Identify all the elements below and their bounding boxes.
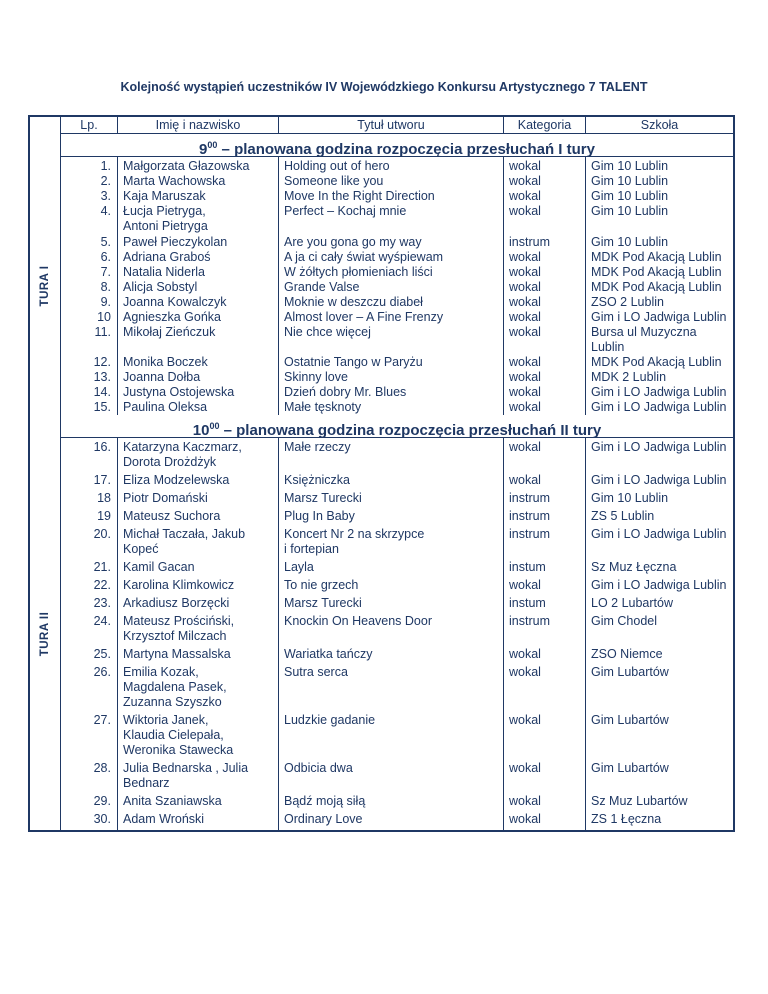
category: instrum bbox=[504, 235, 586, 250]
participant-name-line: Paweł Pieczykolan bbox=[123, 235, 228, 249]
table-row bbox=[61, 665, 733, 713]
table-row bbox=[61, 204, 733, 235]
participant-name-line: Mateusz Suchora bbox=[123, 509, 221, 523]
row-number: 9. bbox=[61, 295, 118, 310]
table-row bbox=[61, 794, 733, 812]
piece-title bbox=[279, 250, 504, 265]
school: Gim i LO Jadwiga Lublin bbox=[591, 473, 727, 487]
piece-title-line: Małe tęsknoty bbox=[284, 400, 362, 414]
participant-name-line: Monika Boczek bbox=[123, 355, 208, 369]
row-number: 29. bbox=[61, 794, 118, 812]
piece-title-line: Almost lover – A Fine Frenzy bbox=[284, 310, 444, 324]
row-number: 27. bbox=[61, 713, 118, 761]
row-number: 30. bbox=[61, 812, 118, 830]
piece-title bbox=[279, 157, 504, 174]
category: wokal bbox=[504, 250, 586, 265]
table-row bbox=[61, 560, 733, 578]
piece-title-line: Ostatnie Tango w Paryżu bbox=[284, 355, 423, 369]
school: Gim 10 Lublin bbox=[591, 204, 669, 218]
school: LO 2 Lubartów bbox=[591, 596, 673, 610]
header-school: Szkoła bbox=[586, 117, 733, 134]
school: Bursa ul Muzyczna Lublin bbox=[591, 325, 697, 354]
participant-name-line: Klaudia Cielepała, bbox=[123, 728, 224, 742]
piece-title-line: Ordinary Love bbox=[284, 812, 363, 826]
participant-name bbox=[118, 509, 279, 527]
table-row bbox=[61, 578, 733, 596]
table-row bbox=[61, 385, 733, 400]
start-hour-minutes: 00 bbox=[207, 140, 218, 150]
participant-name-line: Michał Taczała, Jakub bbox=[123, 527, 246, 541]
participant-name bbox=[118, 280, 279, 295]
table-row bbox=[61, 596, 733, 614]
piece-title bbox=[279, 325, 504, 355]
row-number: 18 bbox=[61, 491, 118, 509]
table-row bbox=[61, 265, 733, 280]
table-row bbox=[61, 235, 733, 250]
piece-title bbox=[279, 400, 504, 415]
school: Gim i LO Jadwiga Lublin bbox=[591, 527, 727, 541]
participant-name bbox=[118, 713, 279, 761]
table-row bbox=[61, 614, 733, 647]
category: wokal bbox=[504, 355, 586, 370]
school: Gim i LO Jadwiga Lublin bbox=[591, 578, 727, 592]
piece-title bbox=[279, 596, 504, 614]
piece-title bbox=[279, 204, 504, 235]
category: wokal bbox=[504, 189, 586, 204]
category: wokal bbox=[504, 473, 586, 491]
participant-name bbox=[118, 647, 279, 665]
tura-block bbox=[30, 438, 733, 830]
participant-name-line: Joanna Dołba bbox=[123, 370, 201, 384]
piece-title-line: Holding out of hero bbox=[284, 159, 390, 173]
header-tura-spacer bbox=[30, 117, 61, 134]
piece-title bbox=[279, 761, 504, 794]
table-row bbox=[61, 325, 733, 355]
table-row bbox=[61, 280, 733, 295]
participant-name-line: Emilia Kozak, bbox=[123, 665, 199, 679]
participant-name-line: Marta Wachowska bbox=[123, 174, 226, 188]
section-heading bbox=[30, 415, 733, 438]
school: MDK Pod Akacją Lublin bbox=[591, 280, 722, 294]
category: wokal bbox=[504, 204, 586, 235]
participant-name bbox=[118, 812, 279, 830]
school: Gim 10 Lublin bbox=[591, 491, 669, 505]
school: Gim 10 Lublin bbox=[591, 159, 669, 173]
section-heading bbox=[30, 134, 733, 157]
piece-title bbox=[279, 370, 504, 385]
row-number: 10 bbox=[61, 310, 118, 325]
school: ZS 1 Łęczna bbox=[591, 812, 662, 826]
table-header bbox=[30, 117, 733, 134]
category: wokal bbox=[504, 578, 586, 596]
participant-name-line: Łucja Pietryga, bbox=[123, 204, 206, 218]
piece-title bbox=[279, 812, 504, 830]
row-number: 7. bbox=[61, 265, 118, 280]
participant-name bbox=[118, 310, 279, 325]
piece-title bbox=[279, 174, 504, 189]
participant-name-line: Dorota Drożdżyk bbox=[123, 455, 217, 469]
piece-title bbox=[279, 295, 504, 310]
category: instrum bbox=[504, 614, 586, 647]
participant-name-line: Antoni Pietryga bbox=[123, 219, 208, 233]
table-row bbox=[61, 438, 733, 473]
row-number: 19 bbox=[61, 509, 118, 527]
section-heading-spacer bbox=[30, 415, 61, 438]
participant-name bbox=[118, 370, 279, 385]
piece-title bbox=[279, 509, 504, 527]
piece-title bbox=[279, 355, 504, 370]
piece-title-line: W żółtych płomieniach liści bbox=[284, 265, 433, 279]
participant-name-line: Joanna Kowalczyk bbox=[123, 295, 227, 309]
school: Gim Lubartów bbox=[591, 665, 669, 679]
piece-title bbox=[279, 614, 504, 647]
participant-name-line: Wiktoria Janek, bbox=[123, 713, 209, 727]
participant-name bbox=[118, 174, 279, 189]
piece-title bbox=[279, 385, 504, 400]
row-number: 4. bbox=[61, 204, 118, 235]
piece-title-line: Marsz Turecki bbox=[284, 596, 362, 610]
participant-name-line: Martyna Massalska bbox=[123, 647, 231, 661]
participant-name-line: Zuzanna Szyszko bbox=[123, 695, 222, 709]
piece-title-line: Someone like you bbox=[284, 174, 384, 188]
piece-title-line: A ja ci cały świat wyśpiewam bbox=[284, 250, 444, 264]
category: instrum bbox=[504, 509, 586, 527]
category: wokal bbox=[504, 370, 586, 385]
school: ZSO 2 Lublin bbox=[591, 295, 664, 309]
piece-title-line: Skinny love bbox=[284, 370, 348, 384]
school: Gim i LO Jadwiga Lublin bbox=[591, 400, 727, 414]
category: wokal bbox=[504, 265, 586, 280]
school: Sz Muz Łęczna bbox=[591, 560, 677, 574]
participant-name-line: Małgorzata Głazowska bbox=[123, 159, 250, 173]
category: wokal bbox=[504, 713, 586, 761]
row-number: 11. bbox=[61, 325, 118, 355]
piece-title bbox=[279, 265, 504, 280]
start-hour: 9 bbox=[199, 141, 208, 158]
school: Gim Lubartów bbox=[591, 761, 669, 775]
participant-name-line: Mikołaj Zieńczuk bbox=[123, 325, 216, 339]
row-number: 22. bbox=[61, 578, 118, 596]
row-number: 15. bbox=[61, 400, 118, 415]
school: MDK Pod Akacją Lublin bbox=[591, 355, 722, 369]
piece-title bbox=[279, 560, 504, 578]
tura-rows bbox=[61, 157, 733, 415]
piece-title bbox=[279, 665, 504, 713]
participant-name bbox=[118, 438, 279, 473]
category: wokal bbox=[504, 174, 586, 189]
piece-title-line: To nie grzech bbox=[284, 578, 359, 592]
table-row bbox=[61, 250, 733, 265]
participant-name-line: Natalia Niderla bbox=[123, 265, 205, 279]
participant-name bbox=[118, 295, 279, 310]
participant-name-line: Adam Wroński bbox=[123, 812, 205, 826]
piece-title-line: Odbicia dwa bbox=[284, 761, 353, 775]
school: ZS 5 Lublin bbox=[591, 509, 655, 523]
table-row bbox=[61, 491, 733, 509]
category: instum bbox=[504, 596, 586, 614]
piece-title-line: Move In the Right Direction bbox=[284, 189, 435, 203]
piece-title-line: Layla bbox=[284, 560, 314, 574]
category: wokal bbox=[504, 794, 586, 812]
school: Gim i LO Jadwiga Lublin bbox=[591, 310, 727, 324]
table-row bbox=[61, 400, 733, 415]
piece-title-line: Wariatka tańczy bbox=[284, 647, 373, 661]
piece-title bbox=[279, 473, 504, 491]
participant-name bbox=[118, 204, 279, 235]
participant-name-line: Eliza Modzelewska bbox=[123, 473, 230, 487]
tura-label-cell bbox=[30, 438, 61, 830]
piece-title-line: Nie chce więcej bbox=[284, 325, 371, 339]
start-time-band bbox=[61, 415, 733, 438]
category: wokal bbox=[504, 647, 586, 665]
school: Gim Chodel bbox=[591, 614, 657, 628]
school: MDK Pod Akacją Lublin bbox=[591, 265, 722, 279]
table-row bbox=[61, 473, 733, 491]
participant-name-line: Kaja Maruszak bbox=[123, 189, 206, 203]
participant-name-line: Karolina Klimkowicz bbox=[123, 578, 235, 592]
piece-title bbox=[279, 280, 504, 295]
school: Gim 10 Lublin bbox=[591, 189, 669, 203]
school: MDK 2 Lublin bbox=[591, 370, 667, 384]
participant-name-line: Paulina Oleksa bbox=[123, 400, 208, 414]
table-row bbox=[61, 509, 733, 527]
category: wokal bbox=[504, 280, 586, 295]
participant-name-line: Bednarz bbox=[123, 776, 170, 790]
school: Sz Muz Lubartów bbox=[591, 794, 688, 808]
piece-title bbox=[279, 235, 504, 250]
piece-title-line: Moknie w deszczu diabeł bbox=[284, 295, 423, 309]
schedule-table bbox=[28, 115, 735, 832]
category: wokal bbox=[504, 438, 586, 473]
participant-name bbox=[118, 761, 279, 794]
piece-title-line: Księżniczka bbox=[284, 473, 350, 487]
row-number: 17. bbox=[61, 473, 118, 491]
document-title: Kolejność wystąpień uczestników IV Wojewódzkiego Konkursu Artystycznego 7 TALENT bbox=[120, 80, 648, 94]
piece-title bbox=[279, 491, 504, 509]
participant-name bbox=[118, 794, 279, 812]
piece-title-line: Dzień dobry Mr. Blues bbox=[284, 385, 407, 399]
piece-title-line: Sutra serca bbox=[284, 665, 348, 679]
participant-name-line: Agnieszka Gońka bbox=[123, 310, 221, 324]
category: wokal bbox=[504, 325, 586, 355]
row-number: 8. bbox=[61, 280, 118, 295]
table-row bbox=[61, 370, 733, 385]
participant-name-line: Arkadiusz Borzęcki bbox=[123, 596, 230, 610]
row-number: 26. bbox=[61, 665, 118, 713]
row-number: 25. bbox=[61, 647, 118, 665]
participant-name-line: Krzysztof Milczach bbox=[123, 629, 227, 643]
header-lp: Lp. bbox=[61, 117, 118, 134]
participant-name bbox=[118, 578, 279, 596]
piece-title-line: Ludzkie gadanie bbox=[284, 713, 376, 727]
tura-block bbox=[30, 157, 733, 415]
category: wokal bbox=[504, 400, 586, 415]
table-row bbox=[61, 189, 733, 204]
row-number: 24. bbox=[61, 614, 118, 647]
participant-name bbox=[118, 614, 279, 647]
school: ZSO Niemce bbox=[591, 647, 663, 661]
row-number: 16. bbox=[61, 438, 118, 473]
row-number: 23. bbox=[61, 596, 118, 614]
row-number: 20. bbox=[61, 527, 118, 560]
participant-name-line: Alicja Sobstyl bbox=[123, 280, 198, 294]
table-row bbox=[61, 527, 733, 560]
piece-title-line: Grande Valse bbox=[284, 280, 360, 294]
piece-title-line: Koncert Nr 2 na skrzypce bbox=[284, 527, 425, 541]
tura-label-cell bbox=[30, 157, 61, 415]
participant-name bbox=[118, 665, 279, 713]
piece-title-line: Knockin On Heavens Door bbox=[284, 614, 432, 628]
piece-title-line: Are you gona go my way bbox=[284, 235, 422, 249]
header-category: Kategoria bbox=[504, 117, 586, 134]
participant-name-line: Julia Bednarska , Julia bbox=[123, 761, 249, 775]
table-row bbox=[61, 761, 733, 794]
participant-name-line: Piotr Domański bbox=[123, 491, 208, 505]
row-number: 13. bbox=[61, 370, 118, 385]
participant-name-line: Anita Szaniawska bbox=[123, 794, 222, 808]
school: Gim i LO Jadwiga Lublin bbox=[591, 440, 727, 454]
tura-label: TURA I bbox=[39, 265, 51, 307]
school: Gim Lubartów bbox=[591, 713, 669, 727]
school: Gim 10 Lublin bbox=[591, 174, 669, 188]
row-number: 21. bbox=[61, 560, 118, 578]
piece-title bbox=[279, 310, 504, 325]
start-hour: 10 bbox=[192, 422, 210, 439]
header-title: Tytuł utworu bbox=[279, 117, 504, 134]
table-row bbox=[61, 174, 733, 189]
participant-name bbox=[118, 325, 279, 355]
participant-name bbox=[118, 385, 279, 400]
row-number: 28. bbox=[61, 761, 118, 794]
table-row bbox=[61, 812, 733, 830]
row-number: 14. bbox=[61, 385, 118, 400]
piece-title-line: Bądź moją siłą bbox=[284, 794, 366, 808]
start-time-text: – planowana godzina rozpoczęcia przesłuchań II tury bbox=[219, 422, 602, 439]
category: wokal bbox=[504, 310, 586, 325]
tura-label: TURA II bbox=[39, 611, 51, 657]
start-time-text: – planowana godzina rozpoczęcia przesłuchań I tury bbox=[217, 141, 595, 158]
row-number: 1. bbox=[61, 157, 118, 174]
row-number: 6. bbox=[61, 250, 118, 265]
participant-name bbox=[118, 473, 279, 491]
participant-name bbox=[118, 560, 279, 578]
participant-name-line: Justyna Ostojewska bbox=[123, 385, 235, 399]
category: wokal bbox=[504, 385, 586, 400]
category: instum bbox=[504, 560, 586, 578]
participant-name bbox=[118, 527, 279, 560]
row-number: 12. bbox=[61, 355, 118, 370]
participant-name-line: Kamil Gacan bbox=[123, 560, 195, 574]
category: wokal bbox=[504, 812, 586, 830]
piece-title-line: i fortepian bbox=[284, 542, 339, 556]
participant-name bbox=[118, 189, 279, 204]
category: wokal bbox=[504, 761, 586, 794]
row-number: 5. bbox=[61, 235, 118, 250]
piece-title bbox=[279, 438, 504, 473]
category: instrum bbox=[504, 527, 586, 560]
participant-name bbox=[118, 250, 279, 265]
section-heading-spacer bbox=[30, 134, 61, 157]
participant-name bbox=[118, 400, 279, 415]
piece-title bbox=[279, 578, 504, 596]
table-row bbox=[61, 713, 733, 761]
participant-name bbox=[118, 355, 279, 370]
participant-name-line: Katarzyna Kaczmarz, bbox=[123, 440, 242, 454]
participant-name bbox=[118, 491, 279, 509]
piece-title bbox=[279, 713, 504, 761]
piece-title bbox=[279, 189, 504, 204]
table-row bbox=[61, 157, 733, 174]
participant-name-line: Kopeć bbox=[123, 542, 159, 556]
school: MDK Pod Akacją Lublin bbox=[591, 250, 722, 264]
start-time-band bbox=[61, 134, 733, 157]
table-row bbox=[61, 295, 733, 310]
piece-title bbox=[279, 647, 504, 665]
participant-name bbox=[118, 157, 279, 174]
participant-name-line: Magdalena Pasek, bbox=[123, 680, 227, 694]
row-number: 3. bbox=[61, 189, 118, 204]
start-hour-minutes: 00 bbox=[209, 421, 220, 431]
piece-title-line: Marsz Turecki bbox=[284, 491, 362, 505]
piece-title bbox=[279, 794, 504, 812]
header-name: Imię i nazwisko bbox=[118, 117, 279, 134]
row-number: 2. bbox=[61, 174, 118, 189]
tura-rows bbox=[61, 438, 733, 830]
participant-name-line: Adriana Graboś bbox=[123, 250, 211, 264]
piece-title bbox=[279, 527, 504, 560]
category: instrum bbox=[504, 491, 586, 509]
table-row bbox=[61, 355, 733, 370]
piece-title-line: Małe rzeczy bbox=[284, 440, 351, 454]
school: Gim i LO Jadwiga Lublin bbox=[591, 385, 727, 399]
participant-name bbox=[118, 265, 279, 280]
piece-title-line: Perfect – Kochaj mnie bbox=[284, 204, 407, 218]
category: wokal bbox=[504, 665, 586, 713]
participant-name-line: Mateusz Prościński, bbox=[123, 614, 235, 628]
school: Gim 10 Lublin bbox=[591, 235, 669, 249]
participant-name-line: Weronika Stawecka bbox=[123, 743, 234, 757]
table-row bbox=[61, 647, 733, 665]
category: wokal bbox=[504, 157, 586, 174]
table-row bbox=[61, 310, 733, 325]
participant-name bbox=[118, 235, 279, 250]
category: wokal bbox=[504, 295, 586, 310]
piece-title-line: Plug In Baby bbox=[284, 509, 355, 523]
participant-name bbox=[118, 596, 279, 614]
